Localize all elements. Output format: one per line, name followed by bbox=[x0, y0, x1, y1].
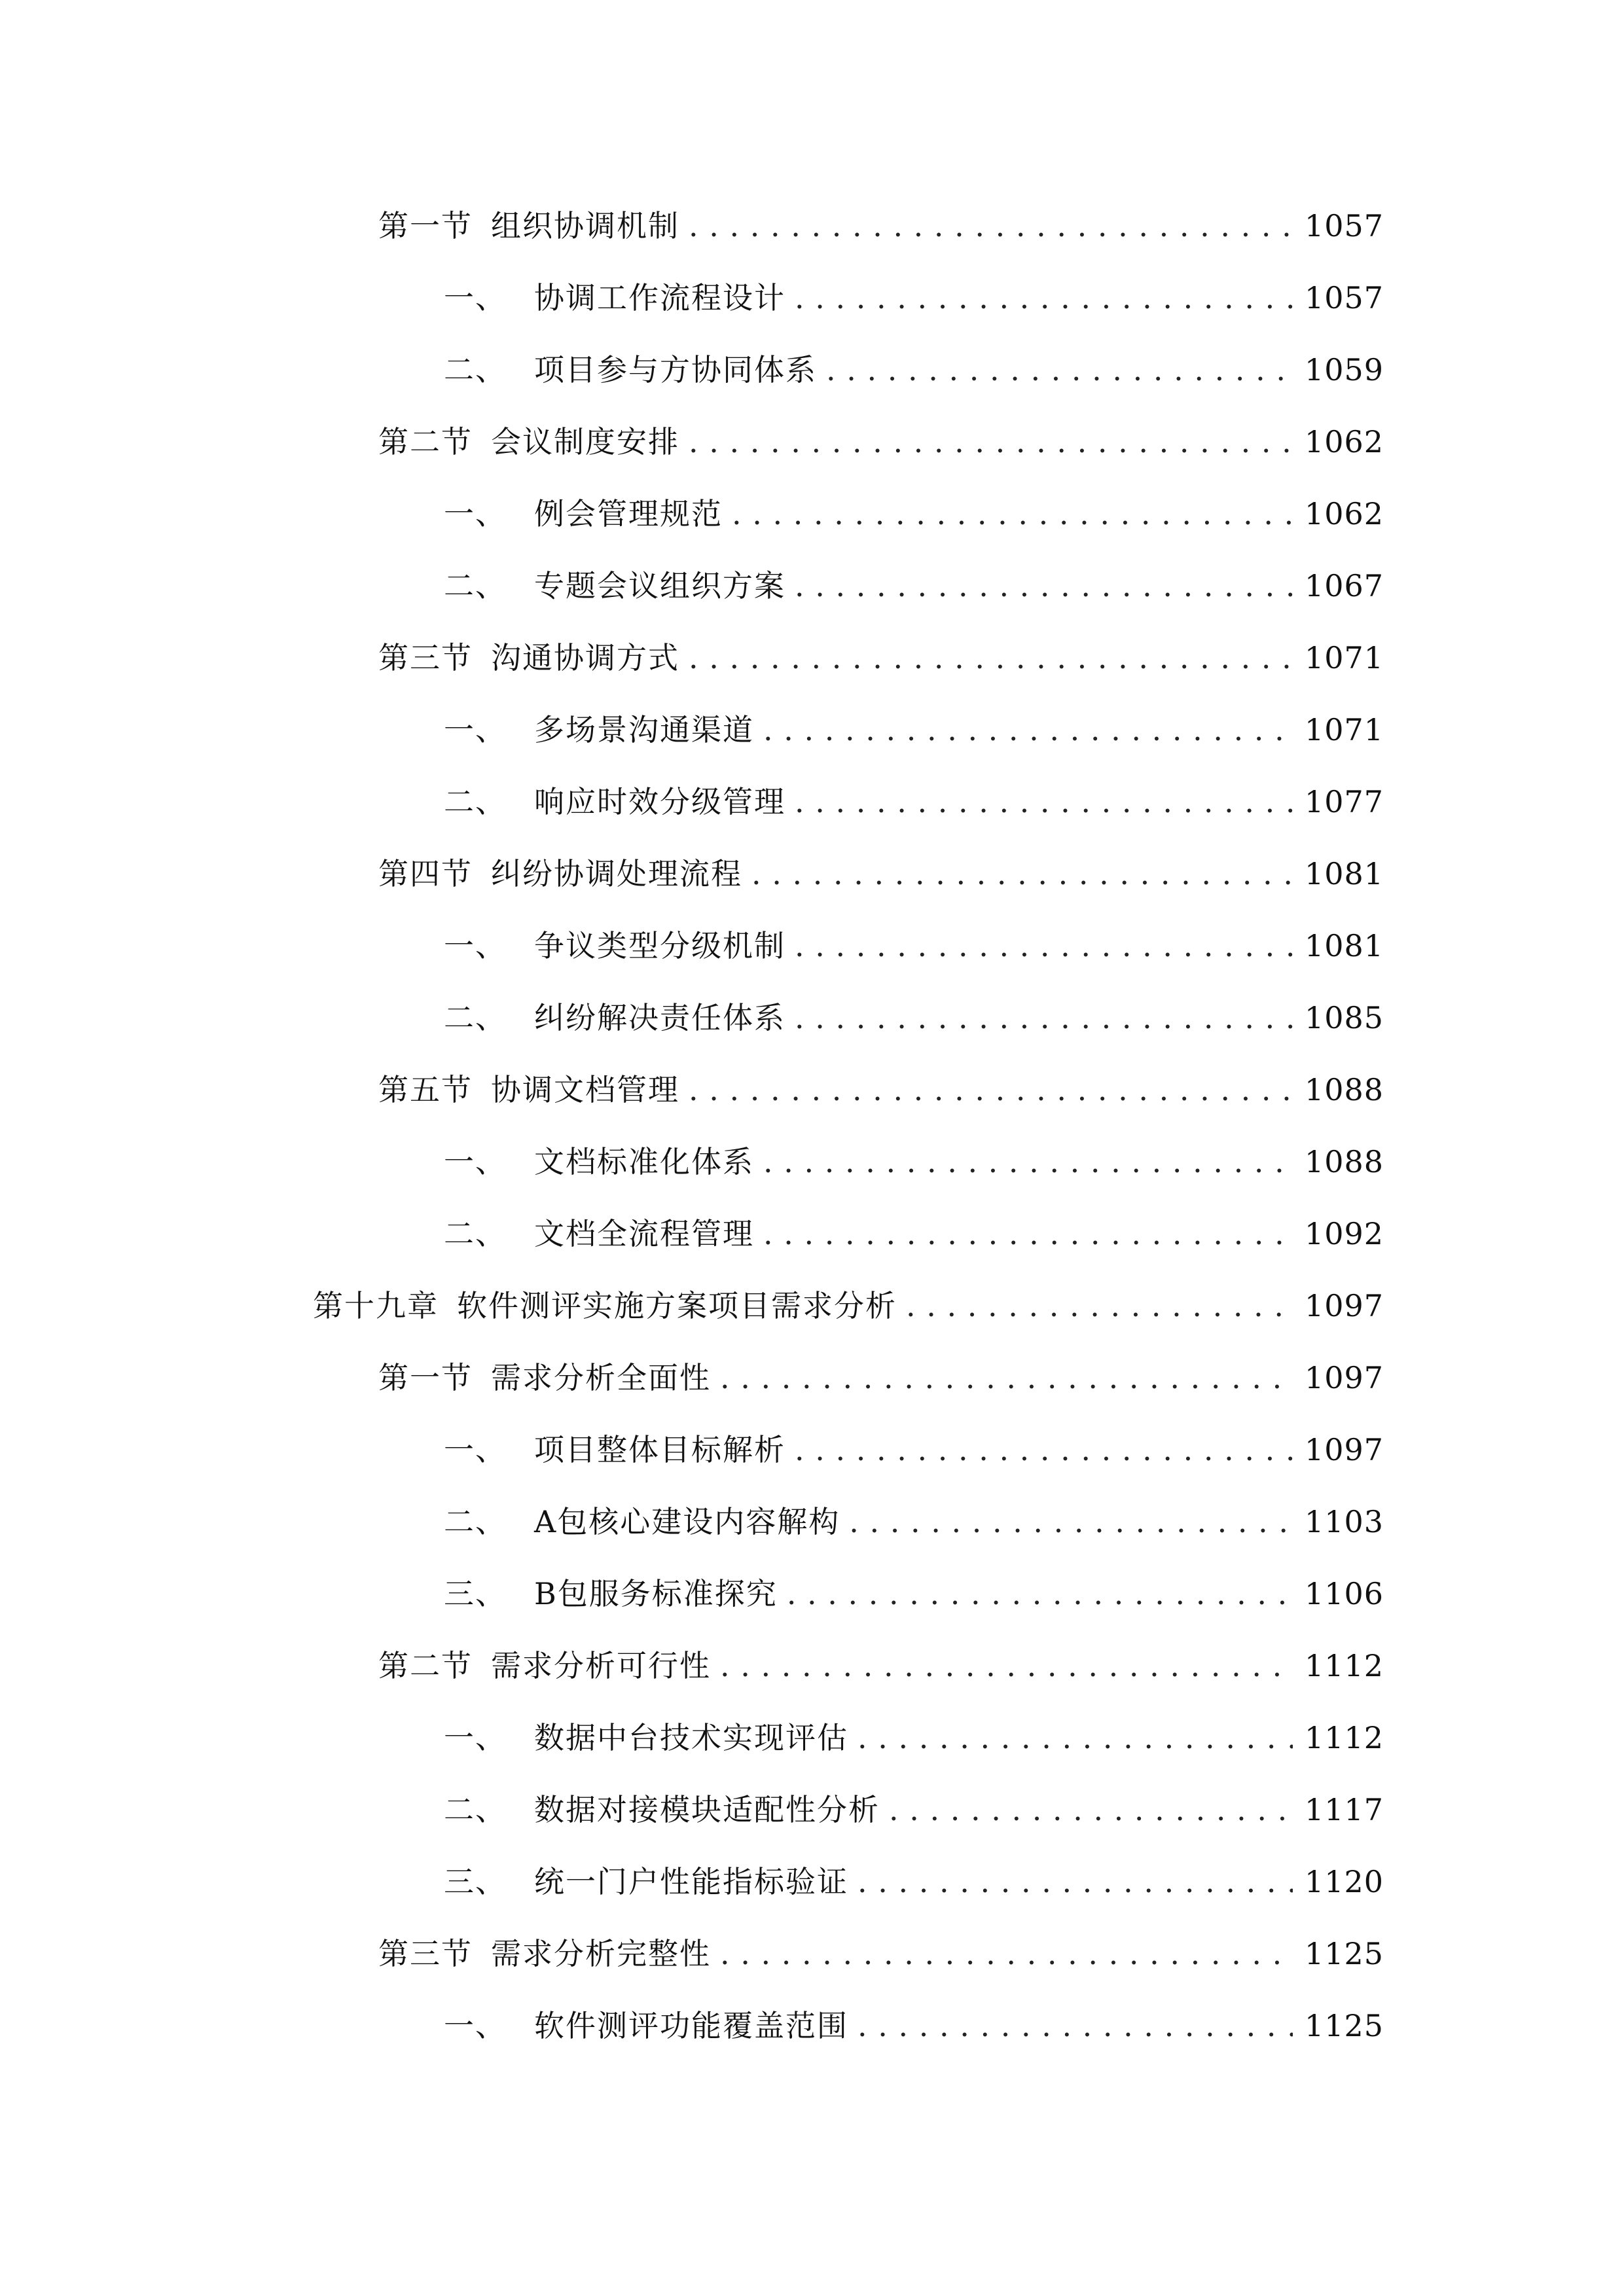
toc-entry-number: 第三节 bbox=[378, 1936, 473, 1971]
toc-entry[interactable] bbox=[0, 910, 1624, 982]
toc-page-number: 1092 bbox=[1305, 1216, 1384, 1251]
toc-entry-number: 二、 bbox=[444, 352, 507, 387]
toc-entry[interactable] bbox=[0, 478, 1624, 550]
toc-entry[interactable] bbox=[0, 334, 1624, 406]
toc-entry[interactable] bbox=[0, 1126, 1624, 1198]
toc-page-number: 1106 bbox=[1305, 1576, 1384, 1611]
toc-entry-heading: 需求分析完整性 bbox=[491, 1936, 711, 1971]
toc-page-number: 1085 bbox=[1305, 1000, 1384, 1035]
toc-entry-number: 二、 bbox=[444, 1792, 507, 1827]
toc-dot-leader bbox=[763, 1126, 1293, 1198]
toc-entry-heading: 组织协调机制 bbox=[491, 208, 679, 243]
toc-entry-number: 第三节 bbox=[378, 640, 473, 675]
toc-dot-leader bbox=[720, 1342, 1293, 1414]
toc-entry-number: 一、 bbox=[444, 1432, 507, 1467]
toc-entry-title bbox=[378, 1918, 711, 1990]
toc-entry-number: 一、 bbox=[444, 928, 507, 963]
toc-entry-heading: 纠纷协调处理流程 bbox=[491, 856, 742, 891]
toc-entry-heading: 例会管理规范 bbox=[534, 496, 723, 531]
toc-page-number: 1081 bbox=[1305, 928, 1384, 963]
toc-entry-heading: 数据中台技术实现评估 bbox=[534, 1720, 848, 1755]
toc-entry-heading: 统一门户性能指标验证 bbox=[534, 1864, 848, 1899]
toc-dot-leader bbox=[732, 478, 1293, 550]
toc-entry-heading: 需求分析全面性 bbox=[491, 1360, 711, 1395]
toc-entry-title bbox=[378, 1630, 711, 1702]
toc-entry[interactable] bbox=[0, 1414, 1624, 1486]
toc-entry-heading: 文档全流程管理 bbox=[534, 1216, 754, 1251]
toc-entry[interactable] bbox=[0, 1702, 1624, 1774]
toc-dot-leader bbox=[689, 1054, 1293, 1126]
toc-entry[interactable] bbox=[0, 1990, 1624, 2062]
toc-entry-number: 第五节 bbox=[378, 1072, 473, 1107]
toc-entry[interactable] bbox=[0, 1846, 1624, 1918]
toc-dot-leader bbox=[689, 190, 1293, 262]
toc-entry-number: 第一节 bbox=[378, 1360, 473, 1395]
toc-entry-number: 一、 bbox=[444, 2008, 507, 2043]
toc-entry-title bbox=[444, 1558, 778, 1630]
toc-entry[interactable] bbox=[0, 550, 1624, 622]
toc-entry[interactable] bbox=[0, 262, 1624, 334]
toc-entry-heading: 软件测评实施方案项目需求分析 bbox=[457, 1288, 897, 1323]
toc-entry[interactable] bbox=[0, 1486, 1624, 1558]
toc-entry-heading: 响应时效分级管理 bbox=[534, 784, 785, 819]
toc-page-number: 1077 bbox=[1305, 784, 1384, 819]
toc-dot-leader bbox=[795, 550, 1293, 622]
toc-entry-heading: A包核心建设内容解构 bbox=[534, 1504, 840, 1539]
toc-page-number: 1088 bbox=[1305, 1072, 1384, 1107]
toc-entry[interactable] bbox=[0, 1342, 1624, 1414]
toc-entry-heading: 会议制度安排 bbox=[491, 424, 679, 459]
toc-page-number: 1097 bbox=[1305, 1360, 1384, 1395]
toc-entry[interactable] bbox=[0, 1270, 1624, 1342]
toc-entry-heading: 项目整体目标解析 bbox=[534, 1432, 785, 1467]
toc-entry-heading: 争议类型分级机制 bbox=[534, 928, 785, 963]
toc-entry-heading: 多场景沟通渠道 bbox=[534, 712, 754, 747]
toc-page-number: 1120 bbox=[1305, 1864, 1384, 1899]
toc-entry-number: 二、 bbox=[444, 1216, 507, 1251]
toc-entry-title bbox=[444, 1846, 848, 1918]
toc-entry-title bbox=[444, 1990, 848, 2062]
toc-page-number: 1081 bbox=[1305, 856, 1384, 891]
toc-page-number: 1125 bbox=[1305, 1936, 1384, 1971]
toc-entry-title bbox=[444, 1414, 785, 1486]
toc-entry-title bbox=[378, 622, 679, 694]
toc-dot-leader bbox=[720, 1918, 1293, 1990]
toc-dot-leader bbox=[763, 694, 1293, 766]
toc-dot-leader bbox=[857, 1990, 1293, 2062]
toc-page-number: 1057 bbox=[1305, 208, 1384, 243]
toc-entry-number: 第一节 bbox=[378, 208, 473, 243]
toc-entry[interactable] bbox=[0, 838, 1624, 910]
toc-entry-number: 一、 bbox=[444, 1720, 507, 1755]
table-of-contents bbox=[0, 190, 1624, 2062]
toc-entry-title bbox=[378, 838, 742, 910]
toc-entry-title bbox=[444, 766, 785, 838]
toc-entry[interactable] bbox=[0, 1630, 1624, 1702]
toc-entry-number: 二、 bbox=[444, 784, 507, 819]
toc-entry[interactable] bbox=[0, 1198, 1624, 1270]
toc-page-number: 1059 bbox=[1305, 352, 1384, 387]
toc-page-number: 1062 bbox=[1305, 424, 1384, 459]
toc-entry-number: 二、 bbox=[444, 1504, 507, 1539]
toc-entry-number: 第十九章 bbox=[313, 1288, 439, 1323]
toc-dot-leader bbox=[720, 1630, 1293, 1702]
toc-entry-heading: 数据对接模块适配性分析 bbox=[534, 1792, 880, 1827]
toc-entry-heading: 文档标准化体系 bbox=[534, 1144, 754, 1179]
toc-entry-number: 二、 bbox=[444, 1000, 507, 1035]
toc-entry-title bbox=[444, 550, 785, 622]
toc-entry-number: 第四节 bbox=[378, 856, 473, 891]
toc-entry[interactable] bbox=[0, 766, 1624, 838]
toc-page-number: 1097 bbox=[1305, 1288, 1384, 1323]
toc-entry-number: 一、 bbox=[444, 280, 507, 315]
toc-page-number: 1112 bbox=[1305, 1648, 1384, 1683]
toc-entry[interactable] bbox=[0, 190, 1624, 262]
toc-dot-leader bbox=[857, 1702, 1293, 1774]
toc-dot-leader bbox=[795, 910, 1293, 982]
toc-entry[interactable] bbox=[0, 1054, 1624, 1126]
toc-entry-heading: 协调文档管理 bbox=[491, 1072, 679, 1107]
toc-entry-title bbox=[444, 478, 723, 550]
toc-entry[interactable] bbox=[0, 1774, 1624, 1846]
toc-page-number: 1117 bbox=[1305, 1792, 1384, 1827]
toc-entry[interactable] bbox=[0, 1558, 1624, 1630]
toc-entry-title bbox=[444, 910, 785, 982]
toc-entry-title bbox=[444, 982, 785, 1054]
toc-dot-leader bbox=[795, 262, 1293, 334]
toc-entry-title bbox=[378, 1342, 711, 1414]
toc-dot-leader bbox=[787, 1558, 1293, 1630]
toc-dot-leader bbox=[906, 1270, 1293, 1342]
toc-entry-heading: 纠纷解决责任体系 bbox=[534, 1000, 785, 1035]
toc-entry-heading: 软件测评功能覆盖范围 bbox=[534, 2008, 848, 2043]
toc-entry-title bbox=[444, 1198, 754, 1270]
toc-entry-title bbox=[444, 262, 785, 334]
toc-entry-title bbox=[378, 1054, 679, 1126]
toc-entry-title bbox=[444, 1702, 848, 1774]
toc-entry-heading: 协调工作流程设计 bbox=[534, 280, 785, 315]
toc-entry-heading: 沟通协调方式 bbox=[491, 640, 679, 675]
toc-entry-number: 一、 bbox=[444, 1144, 507, 1179]
toc-page-number: 1057 bbox=[1305, 280, 1384, 315]
toc-dot-leader bbox=[795, 982, 1293, 1054]
toc-dot-leader bbox=[689, 622, 1293, 694]
toc-dot-leader bbox=[857, 1846, 1293, 1918]
toc-dot-leader bbox=[763, 1198, 1293, 1270]
toc-entry-title bbox=[313, 1270, 897, 1342]
toc-page-number: 1103 bbox=[1305, 1504, 1384, 1539]
toc-page-number: 1067 bbox=[1305, 568, 1384, 603]
toc-entry-number: 三、 bbox=[444, 1576, 507, 1611]
toc-entry-title bbox=[444, 694, 754, 766]
toc-entry-title bbox=[444, 334, 817, 406]
toc-dot-leader bbox=[795, 1414, 1293, 1486]
toc-page-number: 1071 bbox=[1305, 712, 1384, 747]
toc-page-number: 1125 bbox=[1305, 2008, 1384, 2043]
toc-entry-number: 第二节 bbox=[378, 424, 473, 459]
toc-page-number: 1112 bbox=[1305, 1720, 1384, 1755]
toc-entry-heading: 专题会议组织方案 bbox=[534, 568, 785, 603]
toc-entry[interactable] bbox=[0, 694, 1624, 766]
toc-entry-number: 三、 bbox=[444, 1864, 507, 1899]
toc-page-number: 1097 bbox=[1305, 1432, 1384, 1467]
toc-dot-leader bbox=[826, 334, 1293, 406]
toc-dot-leader bbox=[751, 838, 1293, 910]
toc-entry-number: 一、 bbox=[444, 712, 507, 747]
toc-entry-title bbox=[378, 406, 679, 478]
toc-entry[interactable] bbox=[0, 1918, 1624, 1990]
toc-entry-number: 第二节 bbox=[378, 1648, 473, 1683]
toc-entry-title bbox=[444, 1774, 880, 1846]
toc-dot-leader bbox=[689, 406, 1293, 478]
toc-dot-leader bbox=[849, 1486, 1293, 1558]
toc-entry[interactable] bbox=[0, 982, 1624, 1054]
toc-page-number: 1071 bbox=[1305, 640, 1384, 675]
toc-entry-title bbox=[444, 1486, 840, 1558]
toc-dot-leader bbox=[795, 766, 1293, 838]
toc-entry-title bbox=[444, 1126, 754, 1198]
toc-entry-title bbox=[378, 190, 679, 262]
toc-entry-number: 一、 bbox=[444, 496, 507, 531]
toc-entry-heading: 需求分析可行性 bbox=[491, 1648, 711, 1683]
toc-page-number: 1062 bbox=[1305, 496, 1384, 531]
toc-entry[interactable] bbox=[0, 622, 1624, 694]
toc-entry-number: 二、 bbox=[444, 568, 507, 603]
toc-entry[interactable] bbox=[0, 406, 1624, 478]
toc-entry-heading: 项目参与方协同体系 bbox=[534, 352, 817, 387]
toc-entry-heading: B包服务标准探究 bbox=[534, 1576, 778, 1611]
toc-page-number: 1088 bbox=[1305, 1144, 1384, 1179]
toc-dot-leader bbox=[889, 1774, 1293, 1846]
